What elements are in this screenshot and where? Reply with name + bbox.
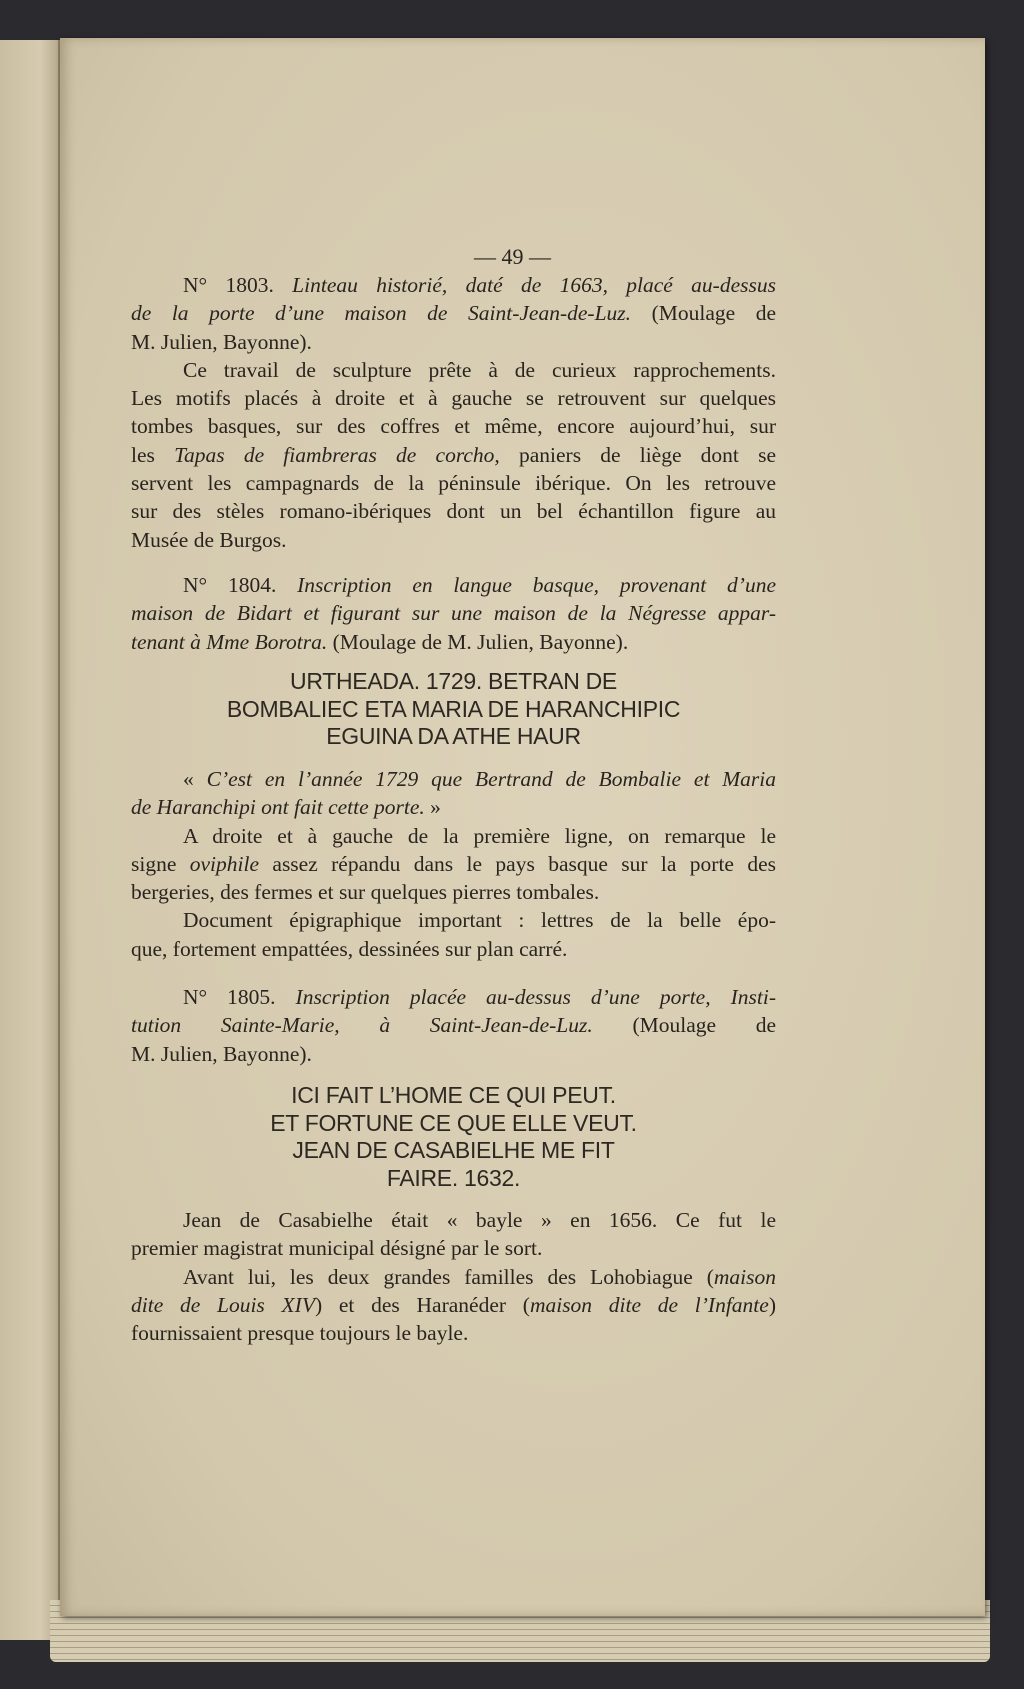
italic-text: Linteau historié, daté de 1663, placé au-dessus bbox=[292, 273, 776, 297]
text: N° 1804. bbox=[183, 573, 298, 597]
text-line bbox=[131, 328, 776, 356]
text: assez répandu dans le pays basque sur la porte des bbox=[259, 851, 776, 876]
text: « bbox=[183, 767, 207, 791]
text: (Moulage de bbox=[592, 1013, 776, 1038]
text-line bbox=[131, 983, 776, 1011]
italic-text: maison dite de l’Infante bbox=[529, 1292, 769, 1317]
italic-text: dite de Louis XIV bbox=[131, 1292, 315, 1317]
text-line bbox=[131, 793, 776, 821]
text-line bbox=[131, 765, 776, 793]
text-line bbox=[131, 822, 776, 850]
text: tombes basques, sur des coffres et même, encore aujourd’hui, sur bbox=[131, 414, 776, 439]
text-line bbox=[131, 1319, 776, 1347]
text-line bbox=[131, 599, 776, 627]
text: servent les campagnards de la péninsule ibérique. On les retrouve bbox=[131, 471, 776, 496]
italic-text: C’est en l’année 1729 que Bertrand de Bombalie et Maria bbox=[206, 767, 777, 791]
text-line bbox=[131, 1263, 776, 1291]
italic-text: maison bbox=[713, 1264, 776, 1289]
page-number: — 49 — bbox=[474, 244, 551, 269]
italic-text: Inscription placée au-dessus d’une porte, Insti- bbox=[295, 985, 777, 1009]
text-line bbox=[131, 1040, 776, 1068]
text: que, fortement empattées, dessinées sur plan carré. bbox=[131, 936, 568, 961]
italic-text: tenant à Mme Borotra. bbox=[131, 629, 328, 654]
italic-text: maison de Bidart et figurant sur une maison de la Négresse appar- bbox=[131, 601, 776, 626]
text-line bbox=[131, 935, 776, 963]
text: M. Julien, Bayonne). bbox=[131, 1041, 312, 1066]
inscription-line: JEAN DE CASABIELHE ME FIT bbox=[292, 1137, 615, 1163]
text: Avant lui, les deux grandes familles des Lohobiague ( bbox=[183, 1264, 714, 1289]
italic-text: Tapas de fiambreras de corcho, bbox=[174, 442, 500, 467]
text: bergeries, des fermes et sur quelques pierres tombales. bbox=[131, 880, 600, 905]
text: signe bbox=[131, 851, 190, 876]
inscription-line: ET FORTUNE CE QUE ELLE VEUT. bbox=[270, 1109, 637, 1136]
text-line bbox=[131, 571, 776, 599]
inscription-block bbox=[131, 1082, 776, 1192]
text: N° 1805. bbox=[183, 985, 296, 1009]
entry-block bbox=[131, 271, 776, 554]
inscription-line: BOMBALIEC ETA MARIA DE HARANCHIPIC bbox=[226, 695, 681, 722]
text: fournissaient presque toujours le bayle. bbox=[131, 1321, 469, 1346]
text: les bbox=[131, 442, 175, 467]
text: sur des stèles romano-ibériques dont un bel échantillon figure au bbox=[131, 499, 776, 524]
text: Jean de Casabielhe était « bayle » en 1656. Ce fut le bbox=[183, 1208, 776, 1232]
italic-text: oviphile bbox=[189, 851, 260, 876]
text: Les motifs placés à droite et à gauche se retrouvent sur quelques bbox=[131, 386, 776, 411]
italic-text: tution Sainte-Marie, à Saint-Jean-de-Luz. bbox=[131, 1013, 593, 1038]
inscription-block bbox=[131, 668, 776, 751]
text: ) et des Haranéder ( bbox=[314, 1292, 530, 1317]
text: paniers de liège dont se bbox=[499, 442, 776, 467]
inscription-line: FAIRE. 1632. bbox=[386, 1164, 521, 1191]
text-line bbox=[131, 526, 776, 554]
entry-block bbox=[131, 571, 776, 656]
text: Ce travail de sculpture prête à de curieux rapprochements. bbox=[183, 357, 776, 382]
entry-block bbox=[131, 983, 776, 1068]
text-line bbox=[131, 628, 776, 656]
text-line bbox=[131, 1011, 776, 1039]
text-line bbox=[131, 412, 776, 440]
text: N° 1803. bbox=[183, 273, 293, 297]
italic-text: de Haranchipi ont fait cette porte. bbox=[131, 795, 425, 820]
text-line bbox=[131, 878, 776, 906]
text-line bbox=[131, 906, 776, 934]
text-line bbox=[131, 299, 776, 327]
italic-text: Inscription en langue basque, provenant d’une bbox=[297, 573, 777, 597]
entry-block bbox=[131, 765, 776, 963]
text: (Moulage de M. Julien, Bayonne). bbox=[327, 629, 629, 654]
text: premier magistrat municipal désigné par le sort. bbox=[131, 1236, 543, 1261]
text: ) bbox=[768, 1292, 776, 1317]
text-line bbox=[131, 441, 776, 469]
inscription-line: URTHEADA. 1729. BETRAN DE bbox=[290, 668, 617, 694]
text: M. Julien, Bayonne). bbox=[131, 329, 312, 354]
text-line bbox=[131, 1206, 776, 1234]
text: Musée de Burgos. bbox=[131, 527, 287, 552]
text-line bbox=[131, 497, 776, 525]
text-line bbox=[131, 469, 776, 497]
text: Document épigraphique important : lettres de la belle épo- bbox=[183, 908, 776, 933]
text-line bbox=[131, 356, 776, 384]
facing-page-edge bbox=[0, 40, 60, 1640]
text: A droite et à gauche de la première ligne, on remarque le bbox=[183, 823, 776, 848]
inscription-line: EGUINA DA ATHE HAUR bbox=[326, 723, 581, 749]
text-line bbox=[131, 1234, 776, 1262]
text-line bbox=[131, 850, 776, 878]
text-line bbox=[131, 384, 776, 412]
entry-block bbox=[131, 1206, 776, 1347]
italic-text: de la porte d’une maison de Saint-Jean-de-Luz. bbox=[131, 301, 632, 326]
text: » bbox=[424, 795, 441, 820]
inscription-line: ICI FAIT L’HOME CE QUI PEUT. bbox=[291, 1082, 616, 1108]
text-line bbox=[131, 1291, 776, 1319]
text: (Moulage de bbox=[631, 301, 776, 326]
text-line bbox=[131, 271, 776, 299]
